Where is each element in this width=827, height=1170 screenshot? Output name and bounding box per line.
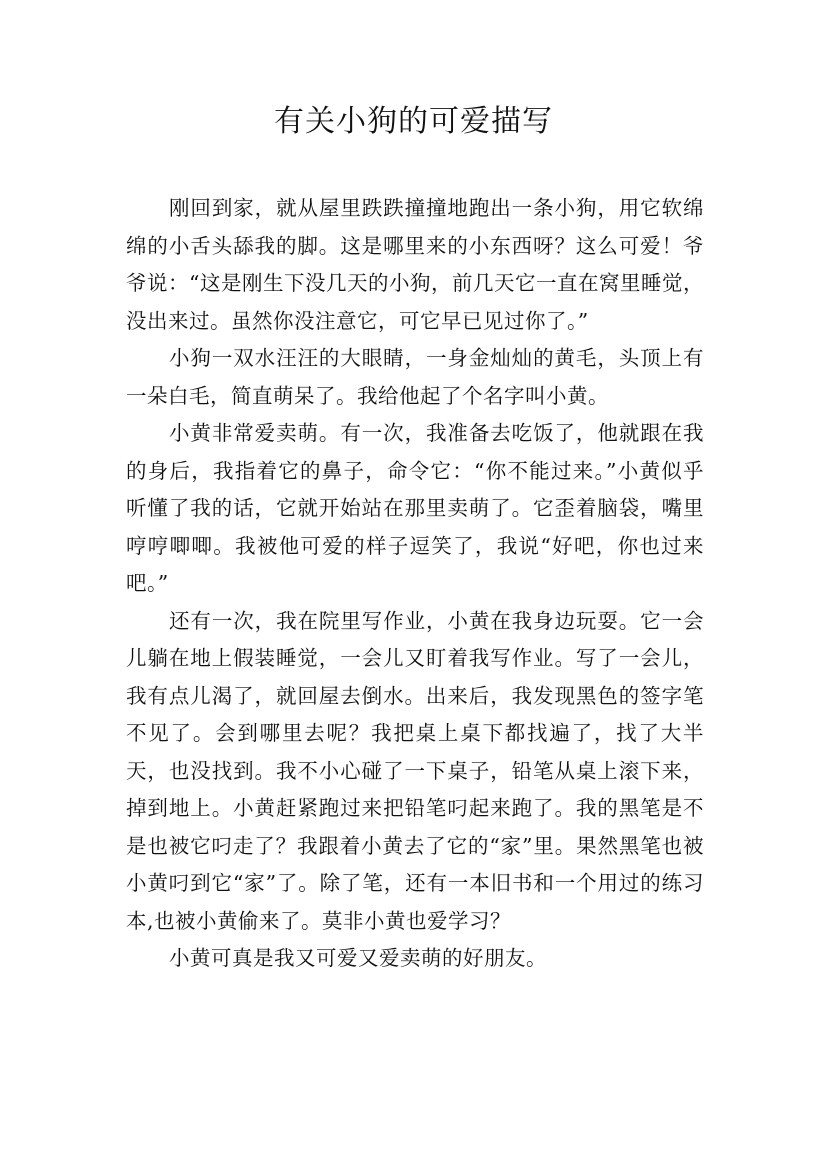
paragraph-2: 小狗一双水汪汪的大眼睛，一身金灿灿的黄毛，头顶上有一朵白毛，简直萌呆了。我给他起了个名字叫小黄。 <box>126 346 704 408</box>
paragraph-3: 小黄非常爱卖萌。有一次，我准备去吃饭了，他就跟在我的身后，我指着它的鼻子，命令它：“你不能过来。”小黄似乎听懂了我的话，它就开始站在那里卖萌了。它歪着脑袋，嘴里哼哼唧唧。我被他可爱的样子逗笑了，我说“好吧，你也过来吧。” <box>126 421 704 595</box>
paragraph-5: 小黄可真是我又可爱又爱卖萌的好朋友。 <box>169 946 547 970</box>
paragraph-1: 刚回到家，就从屋里跌跌撞撞地跑出一条小狗，用它软绵绵的小舌头舔我的脚。这是哪里来的小东西呀？这么可爱！爷爷说：“这是刚生下没几天的小狗，前几天它一直在窝里睡觉，没出来过。虽然你没注意它，可它早已见过你了。” <box>126 196 704 333</box>
document-body <box>126 190 704 978</box>
paragraph-4: 还有一次，我在院里写作业，小黄在我身边玩耍。它一会儿躺在地上假装睡觉，一会儿又盯着我写作业。写了一会儿，我有点儿渴了，就回屋去倒水。出来后，我发现黑色的签字笔不见了。会到哪里去呢？我把桌上桌下都找遍了，找了大半天，也没找到。我不小心碰了一下桌子，铅笔从桌上滚下来，掉到地上。小黄赶紧跑过来把铅笔叼起来跑了。我的黑笔是不是也被它叼走了？我跟着小黄去了它的“家”里。果然黑笔也被小黄叼到它“家”了。除了笔，还有一本旧书和一个用过的练习本,也被小黄偷来了。莫非小黄也爱学习？ <box>126 608 704 933</box>
document-title: 有关小狗的可爱描写 <box>274 104 553 139</box>
